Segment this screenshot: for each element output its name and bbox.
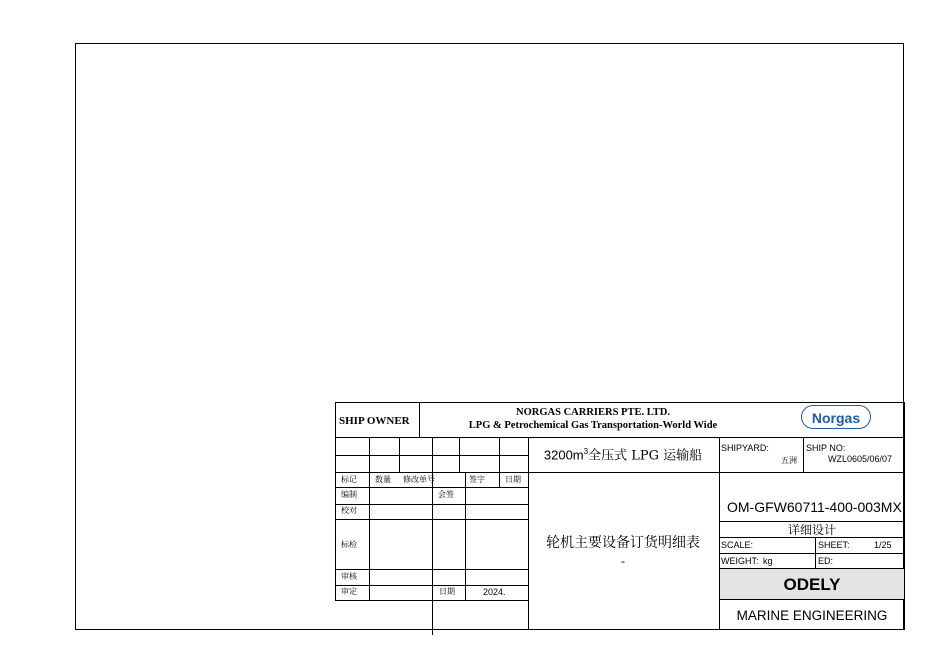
right-line-2	[719, 521, 905, 522]
right-line-1	[719, 472, 905, 473]
date-value: 2024.	[483, 587, 506, 597]
standard-check-label: 标检	[341, 540, 357, 549]
shipyard-divider	[803, 437, 804, 472]
dept-footer: MARINE ENGINEERING	[736, 608, 888, 623]
rev-col-main	[528, 437, 529, 630]
rev-col-2a	[399, 437, 400, 472]
vessel-type: 全压式 LPG 运输船	[588, 448, 703, 464]
sheet-label: SHEET:	[818, 540, 850, 550]
drawing-subtitle: -	[621, 554, 625, 568]
compile-label: 编制	[341, 490, 357, 499]
norgas-logo	[801, 405, 871, 429]
vessel-name	[544, 448, 702, 462]
title-block	[335, 402, 905, 630]
company-footer: ODELY	[783, 575, 841, 594]
weight-label: WEIGHT:	[721, 556, 759, 566]
right-line-6	[719, 599, 905, 600]
header-divider	[419, 402, 420, 437]
center-divider	[528, 472, 720, 473]
vessel-capacity-unit-sup: 3	[583, 447, 589, 456]
tb-left-border	[335, 402, 336, 600]
rev-header-date: 日期	[505, 475, 521, 484]
ship-owner-label: SHIP OWNER	[339, 415, 410, 427]
tb-top-border	[335, 402, 905, 403]
check-label: 校对	[341, 506, 357, 515]
drawing-number: OM-GFW60711-400-003MX	[727, 499, 902, 515]
rev-header-mark: 标记	[341, 475, 357, 484]
ship-no-value: WZL0605/06/07	[828, 454, 893, 464]
rev-header-change-no: 修改单号	[403, 475, 435, 484]
right-line-3	[719, 537, 905, 538]
rev-col-1	[369, 437, 370, 600]
rev-header-sign: 签字	[469, 475, 485, 484]
review-label: 审核	[341, 572, 357, 581]
company-tagline: LPG & Petrochemical Gas Transportation-World Wide	[468, 420, 718, 431]
shipyard-label: SHIPYARD:	[721, 443, 769, 453]
header-bottom-line	[335, 437, 905, 438]
rev-col-4b	[465, 472, 466, 600]
rev-col-5	[499, 437, 500, 487]
sheet-value: 1/25	[874, 540, 892, 550]
rev-col-3	[432, 437, 433, 635]
rev-header-qty: 数量	[375, 475, 391, 484]
shipyard-value: 五洲	[781, 456, 797, 465]
countersign-label: 会签	[438, 490, 454, 499]
drawing-title: 轮机主要设备订货明细表	[546, 535, 700, 551]
approve-label: 审定	[341, 587, 357, 596]
date-label: 日期	[439, 587, 455, 596]
right-col-line	[719, 437, 720, 630]
design-stage: 详细设计	[787, 523, 837, 537]
ed-label: ED:	[818, 556, 834, 566]
weight-unit: kg	[763, 556, 773, 566]
vessel-capacity: 3200m	[543, 447, 584, 463]
logo-text: Norgas	[811, 410, 861, 426]
company-name: NORGAS CARRIERS PTE. LTD.	[516, 407, 670, 418]
ship-no-label: SHIP NO:	[806, 443, 846, 453]
scale-label: SCALE:	[721, 540, 754, 550]
rev-col-4a	[459, 437, 460, 472]
right-line-4	[719, 553, 905, 554]
